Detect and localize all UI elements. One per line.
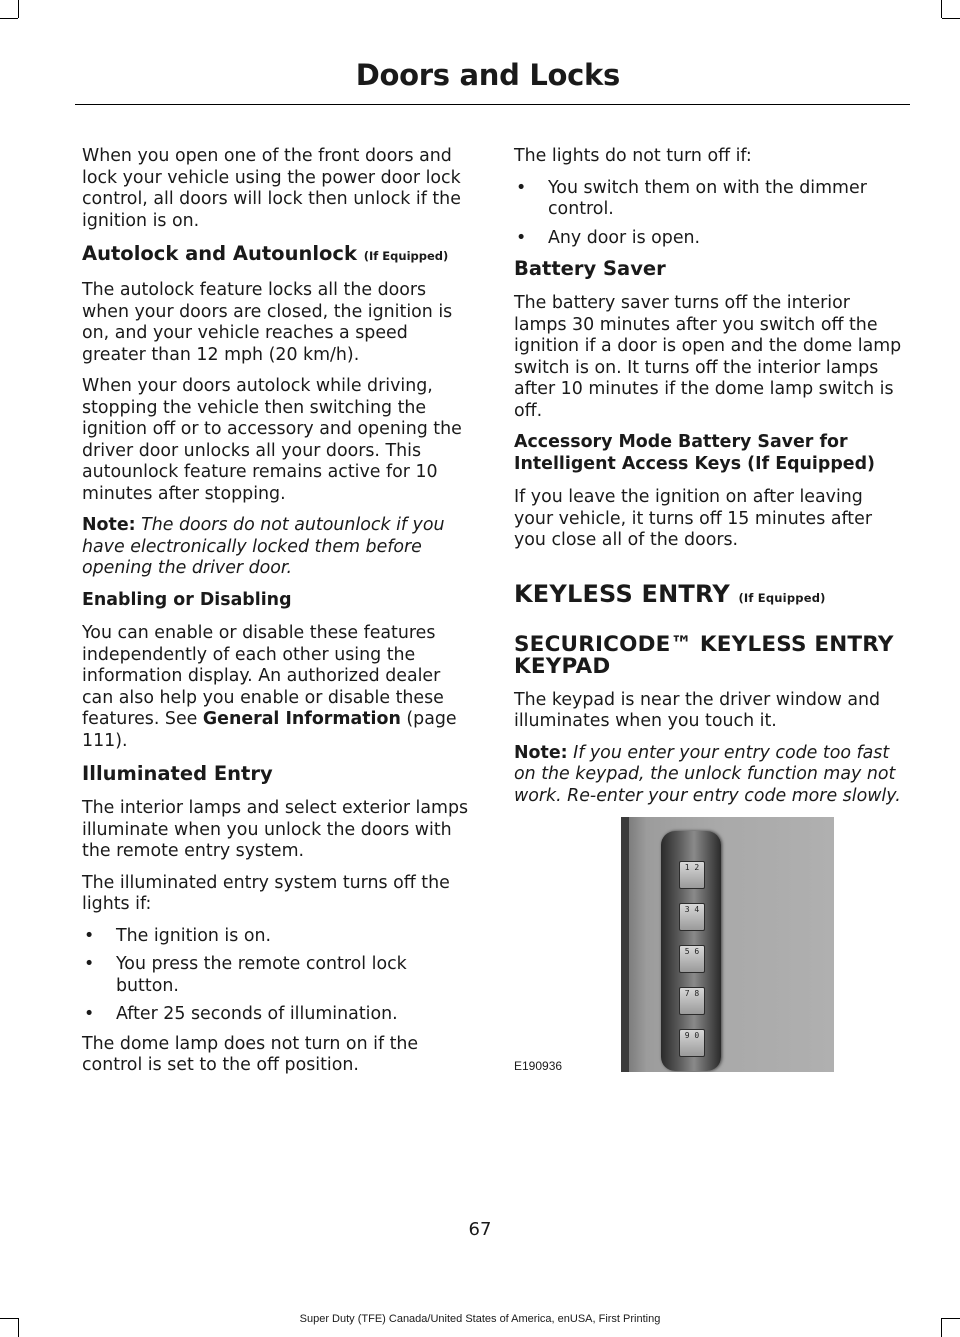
autolock-heading <box>82 242 474 268</box>
enabling-page-ref: (page 111). <box>82 709 457 751</box>
general-information-link[interactable]: General Information <box>202 709 401 729</box>
keypad-photo <box>621 817 834 1072</box>
illuminated-paragraph-3: The dome lamp does not turn on if the control is set to the off position. <box>82 1033 419 1075</box>
securicode-heading: SECURICODE™ KEYLESS ENTRY KEYPAD <box>514 631 894 679</box>
header-rule <box>75 104 910 105</box>
list-item: • The ignition is on. <box>82 926 474 948</box>
keyless-entry-heading-text: KEYLESS ENTRY <box>514 579 730 608</box>
illuminated-paragraph-1: The interior lamps and select exterior lamps illuminate when you unlock the doors with the remote entry system. <box>82 798 469 861</box>
autolock-heading-text: Autolock and Autounlock <box>82 242 357 265</box>
right-column <box>514 146 906 1087</box>
list-item: • You switch them on with the dimmer control. <box>514 178 906 221</box>
note-text: If you enter your entry code too fast on the keypad, the unlock function may not work. Re-enter your entry code more slowly. <box>514 742 901 806</box>
autolock-note <box>82 515 474 580</box>
photo-edge <box>621 817 629 1072</box>
accessory-mode-heading: Accessory Mode Battery Saver for Intelligent Access Keys (If Equipped) <box>514 432 875 474</box>
illuminated-bullet-list <box>82 926 474 1026</box>
figure-code: E190936 <box>514 1059 563 1073</box>
note-label: Note: <box>82 515 136 535</box>
enabling-heading: Enabling or Disabling <box>82 589 292 610</box>
crop-mark <box>0 18 18 19</box>
keypad-key: 3 4 <box>679 903 705 931</box>
keypad-key: 1 2 <box>679 861 705 889</box>
battery-saver-heading: Battery Saver <box>514 257 666 280</box>
autolock-paragraph-2: When your doors autolock while driving, stopping the vehicle then switching the ignition off or to accessory and opening the driver door unlocks all your doors. This autounlock feature remains active for 10 minutes after stopping. <box>82 376 462 504</box>
accessory-mode-paragraph: If you leave the ignition on after leaving your vehicle, it turns off 15 minutes after you close all of the doors. <box>514 487 872 550</box>
intro-paragraph: When you open one of the front doors and lock your vehicle using the power door lock control, all doors will lock then unlock if the ignition is on. <box>82 146 461 231</box>
page-title: Doors and Locks <box>355 58 620 92</box>
lights-intro: The lights do not turn off if: <box>514 146 752 166</box>
keypad-strip <box>661 831 721 1071</box>
crop-mark <box>941 0 942 18</box>
note-label: Note: <box>514 742 568 763</box>
crop-mark <box>18 0 19 18</box>
illuminated-paragraph-2: The illuminated entry system turns off the lights if: <box>82 872 450 914</box>
list-item: • After 25 seconds of illumination. <box>82 1004 474 1026</box>
list-item: • You press the remote control lock button. <box>82 954 474 997</box>
list-item: • Any door is open. <box>514 228 906 250</box>
battery-saver-paragraph: The battery saver turns off the interior lamps 30 minutes after you switch off the ignition if a door is open and the dome lamp switch is on. It turns off the interior lamps after 10 minutes if the dome lamp switch is off. <box>514 293 902 421</box>
autolock-qualifier: (If Equipped) <box>363 249 449 263</box>
illuminated-entry-heading: Illuminated Entry <box>82 762 273 785</box>
page-number: 67 <box>468 1219 492 1240</box>
enabling-paragraph <box>82 623 474 752</box>
note-text: The doors do not autounlock if you have electronically locked them before opening the driver door. <box>82 515 445 578</box>
keypad-key: 7 8 <box>679 987 705 1015</box>
keypad-paragraph: The keypad is near the driver window and illuminates when you touch it. <box>514 689 881 731</box>
keypad-key: 5 6 <box>679 945 705 973</box>
keypad-figure <box>514 817 906 1087</box>
enabling-text: You can enable or disable these features independently of each other using the information display. An authorized dealer can also help you enable or disable these features. See <box>82 623 444 729</box>
keypad-note <box>514 743 906 808</box>
footer-text: Super Duty (TFE) Canada/United States of America, enUSA, First Printing <box>299 1313 661 1325</box>
left-column <box>82 146 474 1087</box>
keypad-key: 9 0 <box>679 1029 705 1057</box>
lights-bullet-list <box>514 178 906 250</box>
keyless-qualifier: (If Equipped) <box>738 590 826 605</box>
keyless-entry-heading <box>514 579 906 610</box>
crop-mark <box>942 18 960 19</box>
autolock-paragraph-1: The autolock feature locks all the doors when your doors are closed, the ignition is on, and your vehicle reaches a speed greater than 12 mph (20 km/h). <box>82 280 453 365</box>
